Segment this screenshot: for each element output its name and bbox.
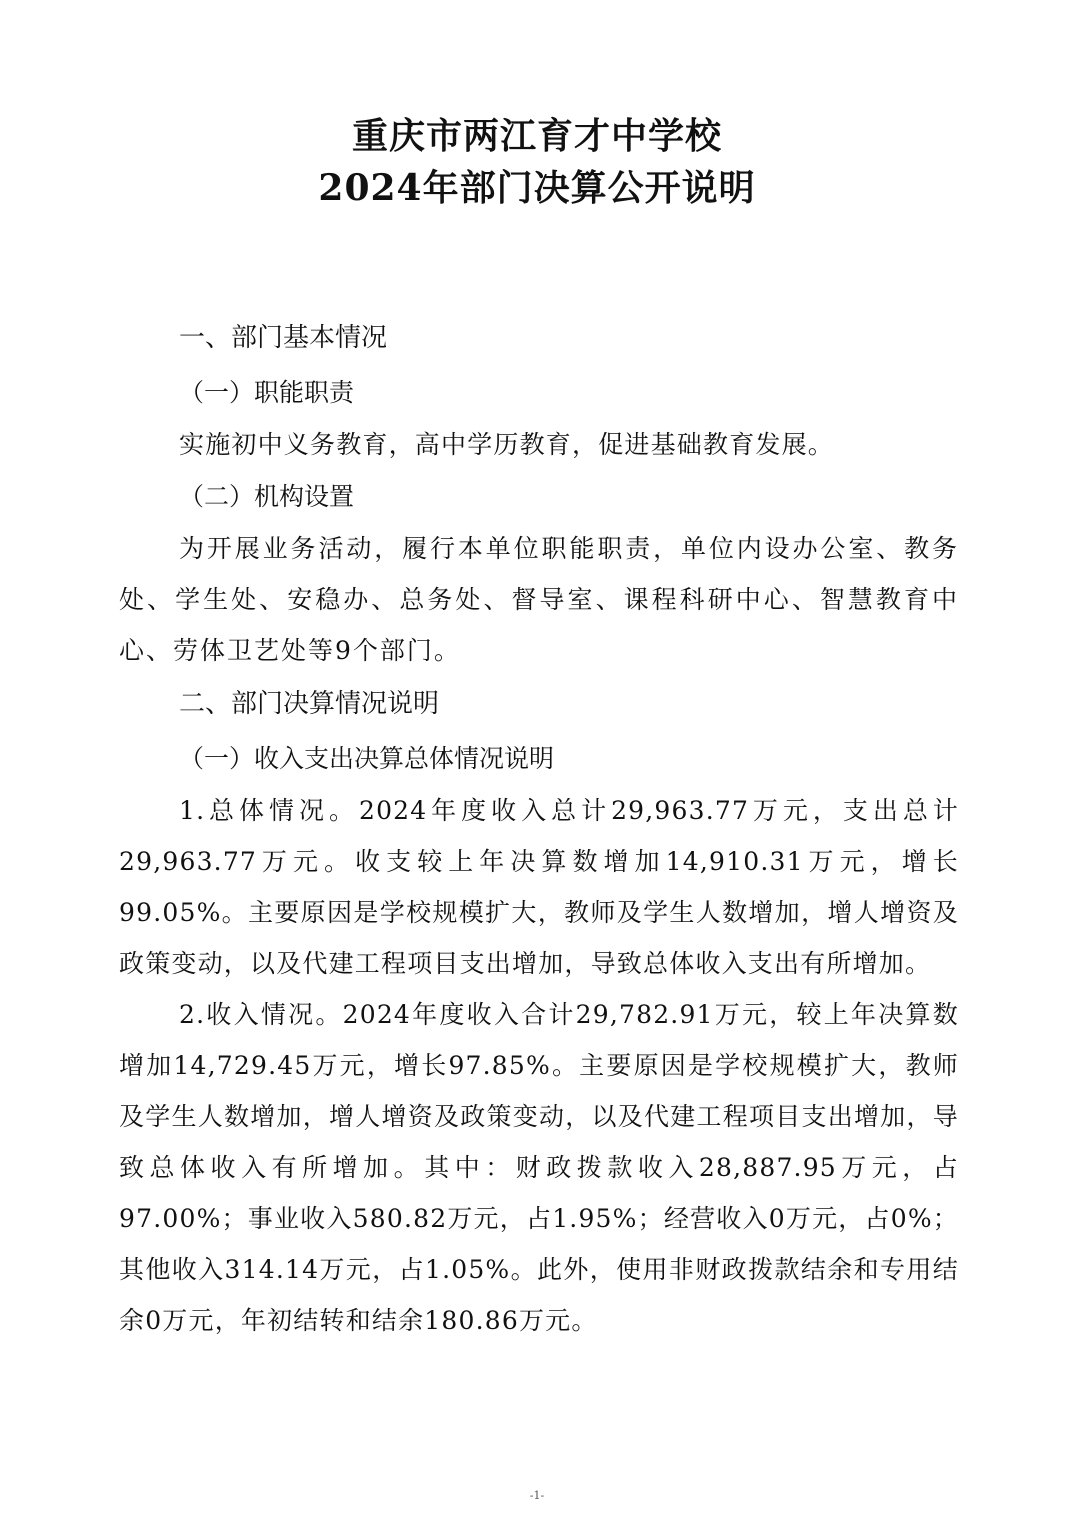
- document-body: [119, 310, 959, 1346]
- section-heading-final-accounts: 二、部门决算情况说明: [179, 689, 440, 719]
- document-title-line2: 2024年部门决算公开说明: [318, 167, 756, 209]
- paragraph-income: 2.收入情况。2024年度收入合计29,782.91万元，较上年决算数增加14,729.45万元，增长97.85%。主要原因是学校规模扩大，教师及学生人数增加，增人增资及政策变动，以及代建工程项目支出增加，导致总体收入有所增加。其中：财政拨款收入28,887.95万元，占97.00%；事业收入580.82万元，占1.95%；经营收入0万元，占0%；其他收入314.14万元，占1.05%。此外，使用非财政拨款结余和专用结余0万元，年初结转和结余180.86万元。: [119, 1000, 959, 1335]
- page-number: -1-: [529, 1489, 545, 1502]
- paragraph-overall: 1.总体情况。2024年度收入总计29,963.77万元，支出总计29,963.77万元。收支较上年决算数增加14,910.31万元，增长99.05%。主要原因是学校规模扩大，教师及学生人数增加，增人增资及政策变动，以及代建工程项目支出增加，导致总体收入支出有所增加。: [119, 796, 959, 978]
- paragraph-functions: 实施初中义务教育，高中学历教育，促进基础教育发展。: [179, 430, 835, 459]
- section-heading-basic-info: 一、部门基本情况: [179, 323, 388, 353]
- subsection-heading-organization: （二）机构设置: [179, 482, 355, 511]
- paragraph-organization: 为开展业务活动，履行本单位职能职责，单位内设办公室、教务处、学生处、安稳办、总务处、督导室、课程科研中心、智慧教育中心、劳体卫艺处等9个部门。: [119, 534, 959, 665]
- subsection-heading-functions: （一）职能职责: [179, 378, 355, 407]
- document-title-line1: 重庆市两江育才中学校: [351, 115, 722, 157]
- subsection-heading-income-expense: （一）收入支出决算总体情况说明: [179, 744, 555, 773]
